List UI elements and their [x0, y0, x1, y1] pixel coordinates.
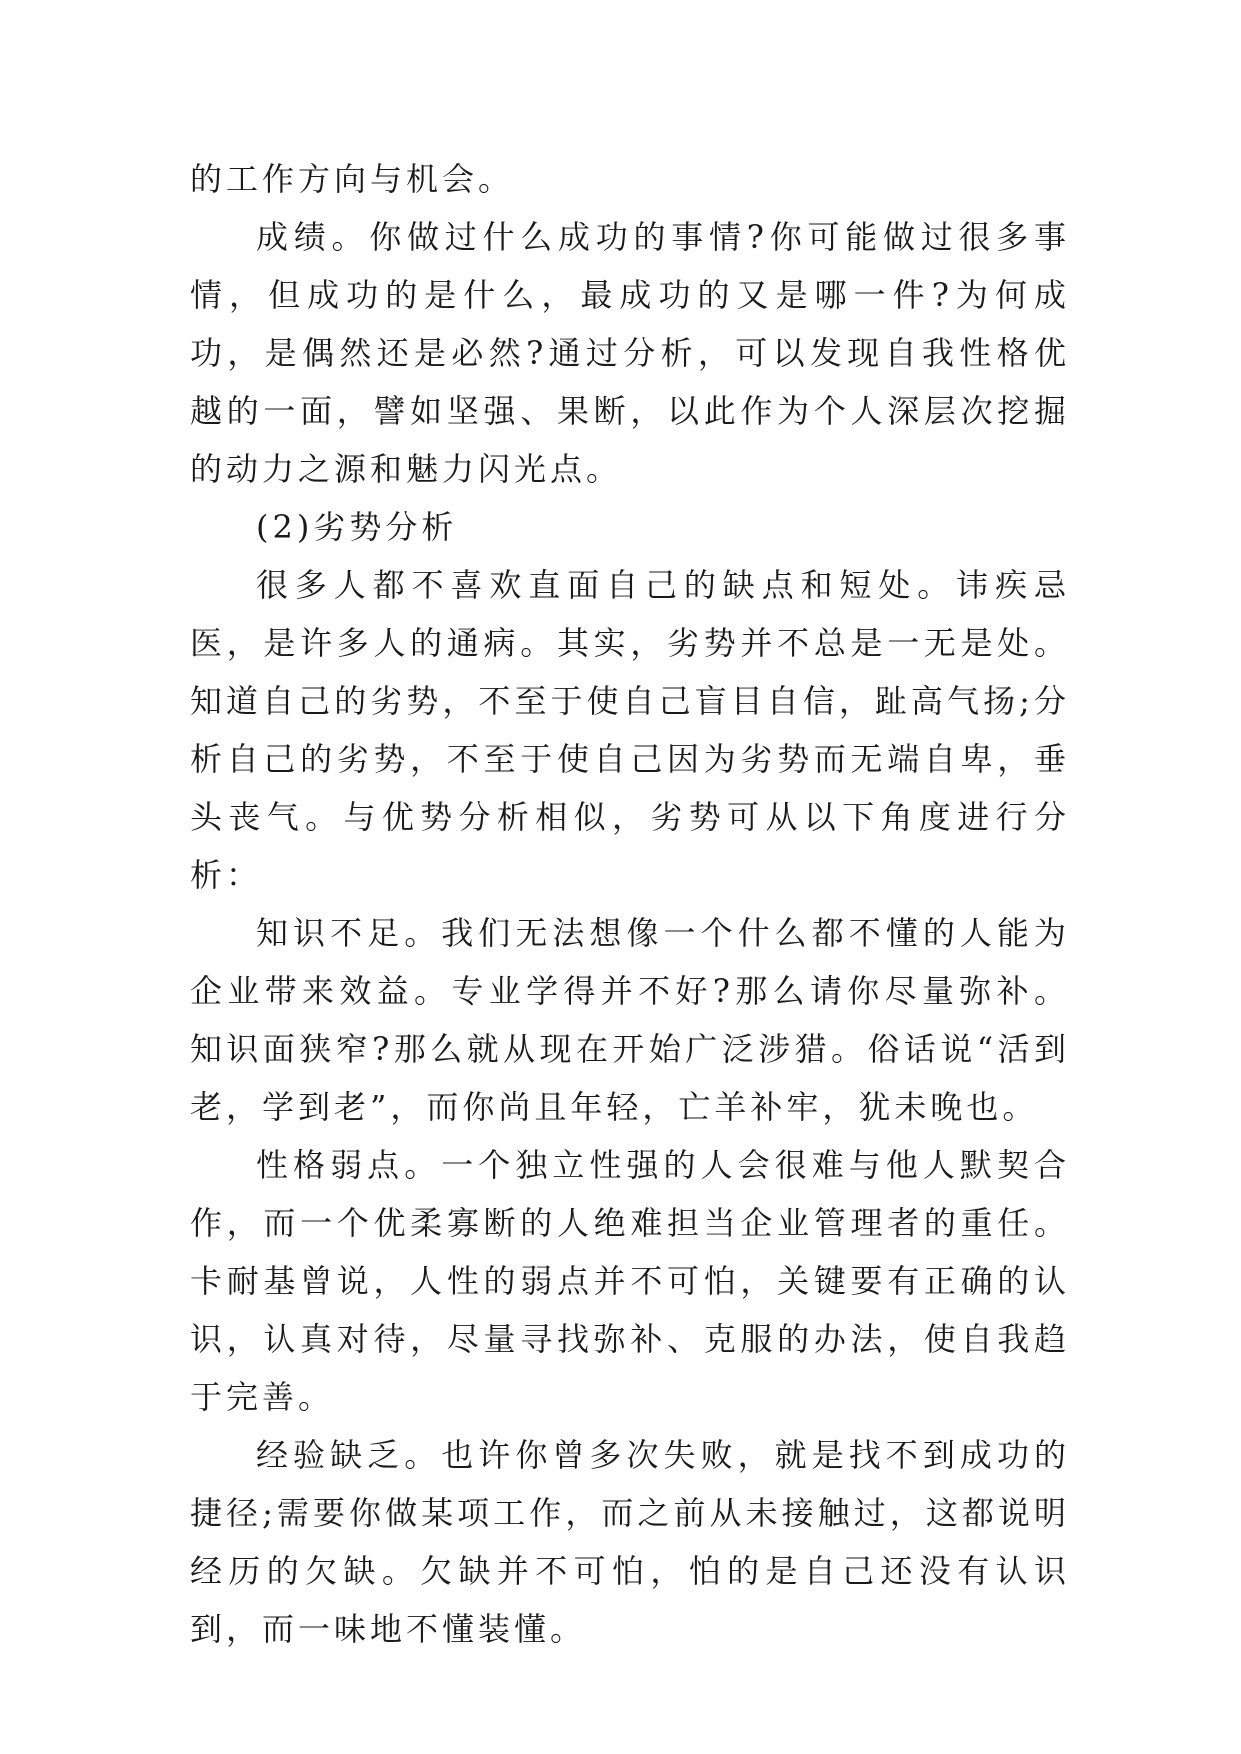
paragraph-lack-of-knowledge: 知识不足。我们无法想像一个什么都不懂的人能为企业带来效益。专业学得并不好?那么请你尽量弥补。知识面狭窄?那么就从现在开始广泛涉猎。俗话说“活到老，学到老”，而你尚且年轻，亡羊补牢，犹未晚也。 [190, 914, 1070, 1126]
document-body [190, 150, 1070, 1658]
paragraph-achievements: 成绩。你做过什么成功的事情?你可能做过很多事情，但成功的是什么，最成功的又是哪一件?为何成功，是偶然还是必然?通过分析，可以发现自我性格优越的一面，譬如坚强、果断，以此作为个人深层次挖掘的动力之源和魅力闪光点。 [190, 218, 1070, 488]
paragraph-personality-weakness: 性格弱点。一个独立性强的人会很难与他人默契合作，而一个优柔寡断的人绝难担当企业管理者的重任。卡耐基曾说，人性的弱点并不可怕，关键要有正确的认识，认真对待，尽量寻找弥补、克服的办法，使自我趋于完善。 [190, 1146, 1070, 1416]
paragraph-continuation: 的工作方向与机会。 [190, 160, 515, 198]
paragraph-weakness-intro: 很多人都不喜欢直面自己的缺点和短处。讳疾忌医，是许多人的通病。其实，劣势并不总是一无是处。知道自己的劣势，不至于使自己盲目自信，趾高气扬;分析自己的劣势，不至于使自己因为劣势而无端自卑，垂头丧气。与优势分析相似，劣势可从以下角度进行分析： [190, 566, 1070, 894]
paragraph-lack-of-experience: 经验缺乏。也许你曾多次失败，就是找不到成功的捷径;需要你做某项工作，而之前从未接触过，这都说明经历的欠缺。欠缺并不可怕，怕的是自己还没有认识到，而一味地不懂装懂。 [190, 1436, 1070, 1648]
section-heading-weakness-analysis: (2)劣势分析 [256, 508, 458, 546]
